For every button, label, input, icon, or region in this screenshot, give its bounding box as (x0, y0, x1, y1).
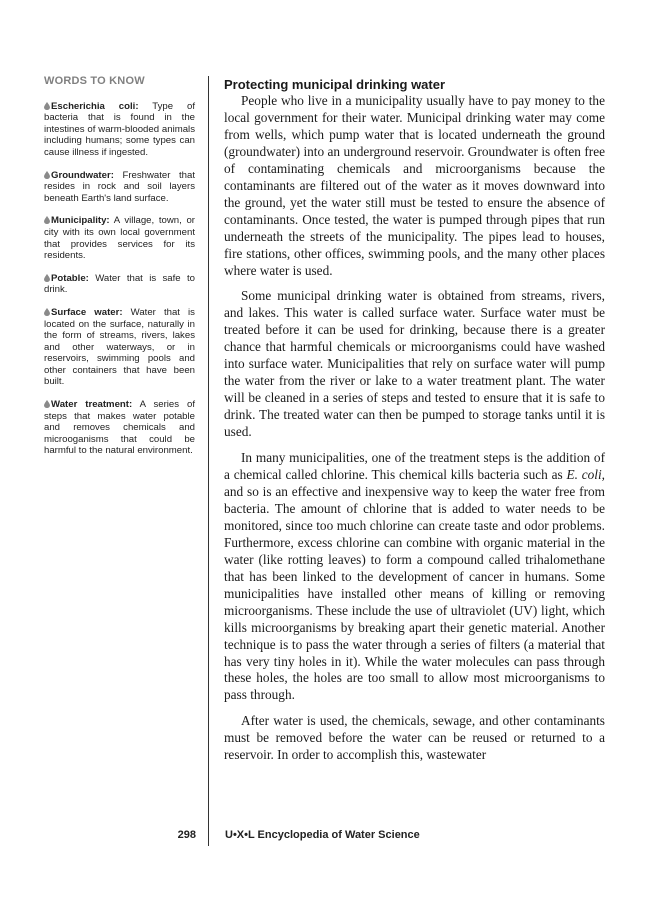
paragraph-1: People who live in a municipality usually have to pay money to the local government for their water. Municipal drinking water may come from wells, which pump water that is located underneath the ground (groundwater) into an underground reservoir. Groundwater is often free of contaminating chemicals and microorganisms because the contaminants are filtered out of the water as it moves downward into the ground, yet the water still must be tested to ensure the absence of contaminants. Once tested, the water is pumped through pipes that run underneath the streets of the municipality. The pipes lead to houses, fire stations, other offices, swimming pools, and the many other places where water is used. (224, 93, 605, 278)
paragraph-4: After water is used, the chemicals, sewage, and other contaminants must be removed before the water can be reused or returned to a reservoir. In order to accomplish this, wastewater (224, 713, 605, 763)
glossary-term (44, 170, 195, 205)
term-word: Groundwater: (51, 169, 114, 181)
term-definition: A series of steps that makes water potable and removes chemicals and microoganisms that could be harmful to the natural environment. (44, 399, 195, 457)
main-article (224, 77, 605, 773)
water-drop-icon (44, 171, 50, 179)
paragraph-3 (224, 450, 605, 704)
water-drop-icon (44, 102, 50, 110)
paragraph-3-text-a: In many municipalities, one of the treatment steps is the addition of a chemical called chlorine. This chemical kills bacteria such as (224, 450, 605, 483)
page-number: 298 (177, 829, 196, 841)
paragraph-3-italic: E. coli, (566, 467, 605, 483)
glossary-term (44, 307, 195, 388)
water-drop-icon (44, 274, 50, 282)
term-definition: Water that is located on the surface, naturally in the form of streams, rivers, lakes and other waterways, or in reservoirs, swimming pools and other containers that have been built. (44, 306, 195, 388)
term-word: Surface water: (51, 306, 123, 318)
glossary-term (44, 399, 195, 457)
glossary-term (44, 273, 195, 296)
term-definition: Freshwater that resides in rock and soil layers beneath Earth's land surface. (44, 169, 196, 204)
paragraph-3-text-b: and so is an effective and inexpensive way to keep the water free from bacteria. The amount of chlorine that is added to water needs to be monitored, since too much chlorine can create taste and odor problems. Furthermore, excess chlorine can combine with organic material in the water (like rotting leaves) to form a compound called trihalomethane that has been linked to the development of cancer in humans. Some municipalities have installed other means of killing or removing microorganisms. These include the use of ultraviolet (UV) light, which kills microorganisms by breaking apart their genetic material. Another technique is to pass the water through a series of filters (a material that has very tiny holes in it). While the water molecules can pass through these holes, the holes are too small to allow most microorganisms to pass through. (224, 483, 605, 703)
words-to-know-sidebar (44, 76, 195, 468)
term-word: Water treatment: (51, 399, 133, 411)
term-definition: Water that is safe to drink. (44, 272, 195, 296)
glossary-term (44, 215, 195, 261)
term-word: Municipality: (51, 215, 110, 227)
sidebar-heading: WORDS TO KNOW (44, 75, 145, 87)
paragraph-2: Some municipal drinking water is obtained from streams, rivers, and lakes. This water is called surface water. Surface water must be treated before it can be used for drinking, because there is a greater chance that harmful chemicals or microorganisms could have washed into surface water. Municipalities that rely on surface water will pump the water from the river or lake to a water treatment plant. The water will be cleaned in a series of steps and tested to ensure that it is safe to drink. The treated water can then be pumped to storage tanks until it is used. (224, 288, 605, 440)
column-divider (208, 76, 209, 846)
water-drop-icon (44, 216, 50, 224)
water-drop-icon (44, 400, 50, 408)
book-title: U•X•L Encyclopedia of Water Science (225, 829, 420, 841)
term-word: Escherichia coli: (51, 100, 139, 112)
term-word: Potable: (51, 272, 89, 284)
section-title: Protecting municipal drinking water (224, 77, 446, 92)
term-definition: A village, town, or city with its own local government that provides services for its residents. (44, 215, 195, 262)
term-definition: Type of bacteria that is found in the intestines of warm-blooded animals including humans; some types can cause illness if ingested. (44, 100, 196, 158)
water-drop-icon (44, 308, 50, 316)
glossary-term (44, 101, 195, 159)
